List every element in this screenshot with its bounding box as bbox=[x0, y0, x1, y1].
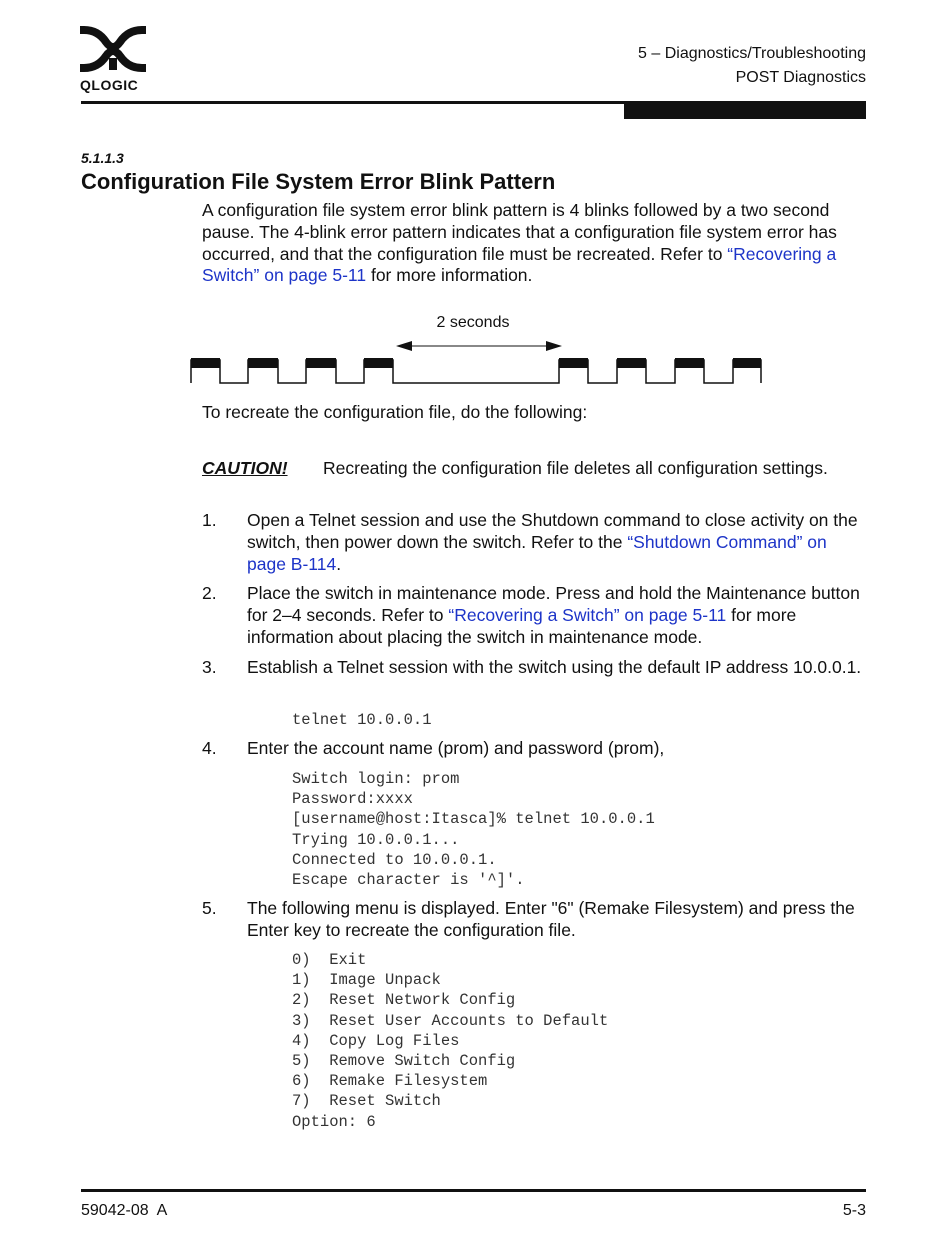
code-block: telnet 10.0.0.1 bbox=[292, 711, 432, 729]
step-text bbox=[247, 510, 867, 575]
recreate-intro: To recreate the configuration file, do the following: bbox=[202, 402, 588, 422]
blink-pulse bbox=[617, 358, 646, 368]
blink-pulse bbox=[248, 358, 278, 368]
logo-wordmark: QLOGIC bbox=[80, 77, 139, 93]
page-number: 5-3 bbox=[842, 1202, 866, 1219]
intro-text-end: for more information. bbox=[366, 265, 533, 286]
caution-text: Recreating the configuration file deletes all configuration settings. bbox=[323, 458, 828, 478]
section-title: Configuration File System Error Blink Pattern bbox=[81, 169, 556, 194]
step-text bbox=[247, 583, 867, 648]
header-section: POST Diagnostics bbox=[735, 69, 866, 86]
blink-pulse bbox=[733, 358, 761, 368]
step-text: Establish a Telnet session with the switch using the default IP address 10.0.0.1. bbox=[247, 657, 862, 677]
code-block: Switch login: prom Password:xxxx [username@host:Itasca]% telnet 10.0.0.1 Trying 10.0.0.1... Connected to 10.0.0.1. Escape character is '^]'. bbox=[292, 770, 655, 890]
shutdown-command-link[interactable]: “Shutdown Command” on page B-114 bbox=[247, 531, 827, 574]
arrow-right-head bbox=[546, 341, 562, 351]
arrow-left-head bbox=[396, 341, 412, 351]
step-text-body: Open a Telnet session and use the Shutdown command to close activity on the switch, then power down the switch. Refer to the bbox=[247, 510, 858, 552]
blink-pulse bbox=[191, 358, 220, 368]
header-rule-block bbox=[624, 101, 866, 119]
qlogic-logo-icon bbox=[80, 26, 146, 72]
step-text-end: . bbox=[336, 553, 342, 574]
duration-label: 2 seconds bbox=[436, 314, 510, 331]
section-number: 5.1.1.3 bbox=[81, 150, 124, 166]
step-number: 5. bbox=[202, 898, 217, 918]
step-number: 3. bbox=[202, 657, 217, 677]
step-text: The following menu is displayed. Enter "6" (Remake Filesystem) and press the Enter key to recreate the configuration file. bbox=[247, 898, 855, 940]
document-number: 59042-08 A bbox=[81, 1202, 168, 1219]
step-number: 2. bbox=[202, 583, 217, 603]
qlogic-logo bbox=[80, 26, 152, 92]
recovering-switch-link[interactable]: “Recovering a Switch” on page 5-11 bbox=[448, 604, 727, 625]
step-text-end: for more information about placing the switch in maintenance mode. bbox=[247, 604, 797, 647]
intro-text: A configuration file system error blink pattern is 4 blinks followed by a two second pause. The 4-blink error pattern indicates that a configuration file system error has occurred, and that the configuration file must be recreated. Refer to bbox=[202, 200, 837, 264]
step-text: Enter the account name (prom) and password (prom), bbox=[247, 738, 665, 758]
step-number: 1. bbox=[202, 510, 217, 530]
blink-pulse bbox=[559, 358, 588, 368]
caution-label: CAUTION! bbox=[202, 458, 288, 478]
footer-rule bbox=[81, 1189, 866, 1192]
blink-pattern-diagram bbox=[190, 310, 765, 390]
step-text-body: Place the switch in maintenance mode. Press and hold the Maintenance button for 2–4 seconds. Refer to bbox=[247, 583, 860, 625]
step-number: 4. bbox=[202, 738, 217, 758]
intro-paragraph bbox=[202, 200, 867, 287]
blink-pulse bbox=[306, 358, 336, 368]
blink-pulse bbox=[364, 358, 393, 368]
recovering-switch-link[interactable]: “Recovering a Switch” on page 5-11 bbox=[202, 243, 837, 286]
menu-code-block: 0) Exit 1) Image Unpack 2) Reset Network Config 3) Reset User Accounts to Default 4) Copy Log Files 5) Remove Switch Config 6) Remake Filesystem 7) Reset Switch Option: 6 bbox=[292, 951, 609, 1131]
blink-pulse bbox=[675, 358, 704, 368]
header-chapter: 5 – Diagnostics/Troubleshooting bbox=[638, 45, 866, 62]
